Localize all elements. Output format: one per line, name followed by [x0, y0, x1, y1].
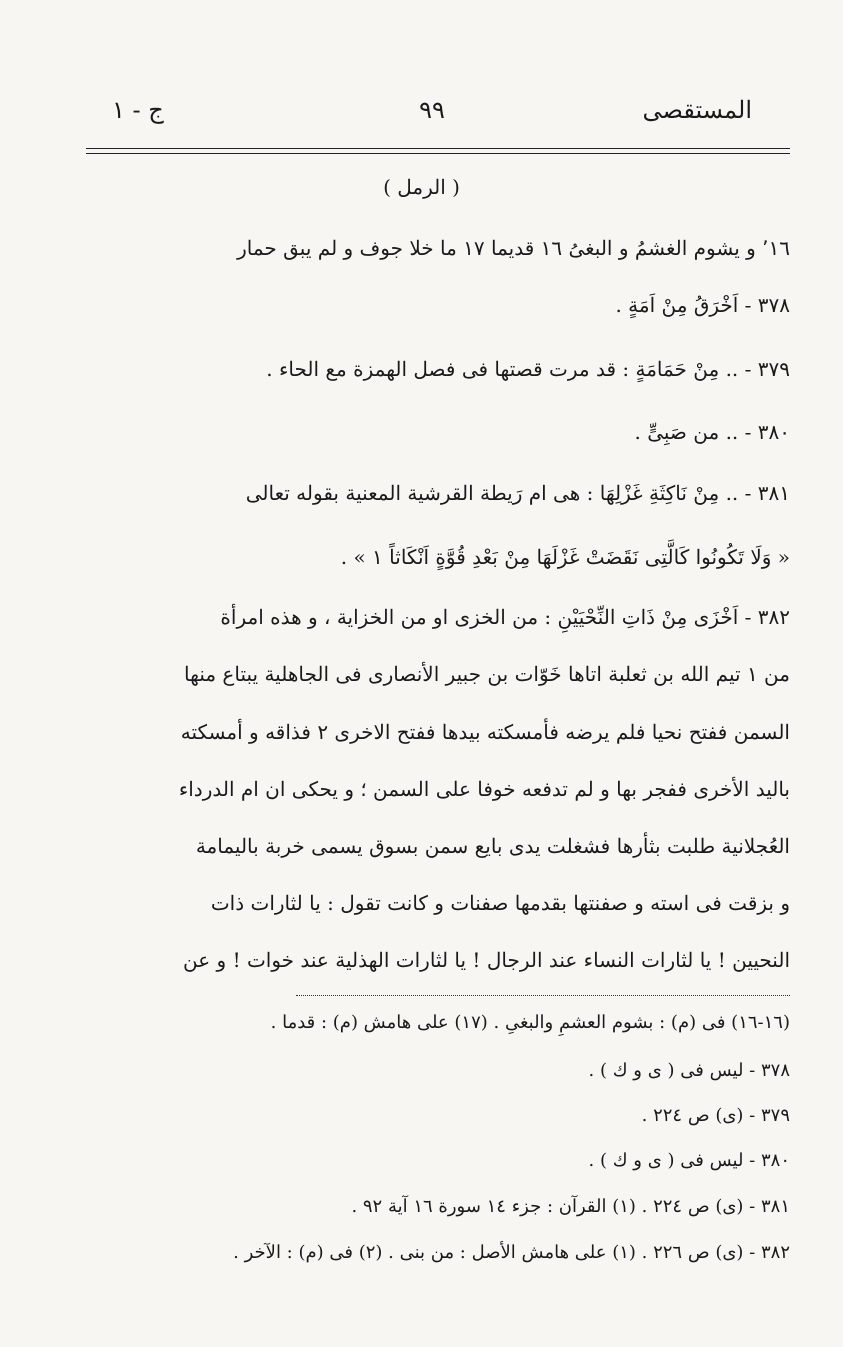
body-line: باليد الأخرى ففجر بها و لم تدفعه خوفا على السمن ؛ و يحكى ان ام الدرداء	[178, 777, 790, 801]
volume-label: ج - ١	[112, 96, 164, 124]
entry-381: ٣٨١ - .. مِنْ نَاكِثَةِ غَزْلِهَا : هى ام رَيطة القرشية المعنية بقوله تعالى	[245, 481, 790, 505]
footnote-rule	[296, 995, 790, 996]
entry-380: ٣٨٠ - .. من صَبِىٍّ .	[634, 420, 790, 444]
footnote: ٣٨٢ - (ى) ص ٢٢٦ . (١) على هامش الأصل : من بنى . (٢) فى (م) : الآخر .	[233, 1242, 790, 1263]
quran-quote: « وَلَا تَكُونُوا كَالَّتِى نَقَضَتْ غَزْلَهَا مِنْ بَعْدِ قُوَّةٍ اَنْكَاثاً ١ » .	[340, 545, 790, 569]
verse-line: ٬١٦ و يشوم الغشمُ و البغىُ ١٦ قديما ١٧ ما خلا جوف و لم يبق حمار	[237, 236, 790, 260]
body-line: و بزقت فى استه و صفنتها بقدمها صفنات و كانت تقول : يا لثارات ذات	[210, 891, 790, 915]
body-line: السمن ففتح نحيا فلم يرضه فأمسكته بيدها ففتح الاخرى ٢ فذاقه و أمسكته	[180, 720, 790, 744]
header-rule-bottom	[86, 153, 790, 154]
entry-379: ٣٧٩ - .. مِنْ حَمَامَةٍ : قد مرت قصتها فى فصل الهمزة مع الحاء .	[266, 357, 790, 381]
footnote: ٣٨١ - (ى) ص ٢٢٤ . (١) القرآن : جزء ١٤ سورة ١٦ آية ٩٢ .	[351, 1196, 790, 1217]
running-title: المستقصى	[642, 96, 752, 124]
footnote: ٣٧٨ - ليس فى ( ى و ك ) .	[588, 1060, 790, 1081]
footnote: (١٦-١٦) فى (م) : بشوم العشمِ والبغىِ . (١٧) على هامش (م) : قدما .	[270, 1012, 790, 1033]
entry-382: ٣٨٢ - اَخْزَى مِنْ ذَاتِ النِّحْيَيْنِ : من الخزى او من الخزاية ، و هذه امرأة	[220, 605, 790, 629]
page-number: ٩٩	[419, 96, 445, 124]
body-line: العُجلانية طلبت بثأرها فشغلت يدى بايع سمن بسوق يسمى خربة باليمامة	[195, 834, 790, 858]
body-line: النحيين ! يا لثارات النساء عند الرجال ! يا لثارات الهذلية عند خوات ! و عن	[183, 948, 790, 972]
meter-heading: ( الرمل )	[383, 175, 460, 199]
page-header	[112, 96, 752, 136]
footnote: ٣٨٠ - ليس فى ( ى و ك ) .	[588, 1150, 790, 1171]
entry-378: ٣٧٨ - اَخْرَقُ مِنْ اَمَةٍ .	[615, 293, 790, 317]
header-rule-top	[86, 148, 790, 149]
footnote: ٣٧٩ - (ى) ص ٢٢٤ .	[641, 1105, 790, 1126]
body-line: من ١ تيم الله بن ثعلبة اتاها خَوّات بن جبير الأنصارى فى الجاهلية يبتاع منها	[184, 662, 790, 686]
